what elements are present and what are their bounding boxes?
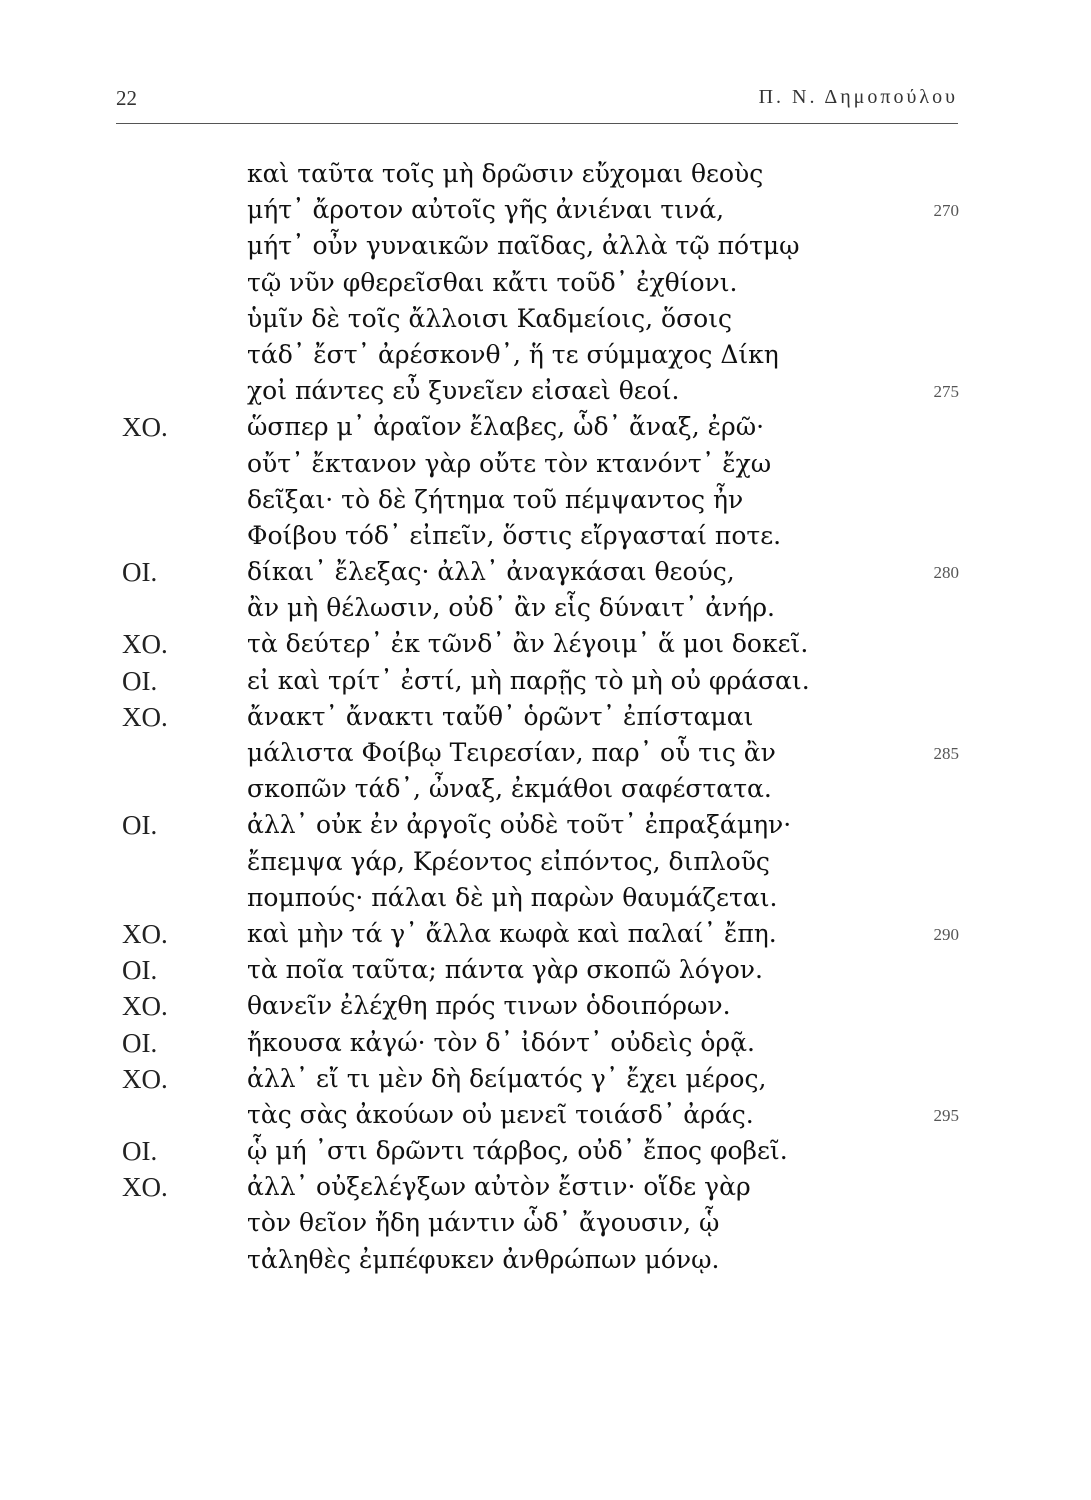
line-number: 280 [933,563,959,583]
verse-text: ᾧ μή ᾽στι δρῶντι τάρβος, οὐδ᾽ ἔπος φοβεῖ. [247,1136,788,1166]
verse-line [0,735,1091,771]
verse-text: ἔπεμψα γάρ, Κρέοντος εἰπόντος, διπλοῦς [247,846,770,876]
speaker-label: ΟΙ. [122,557,158,588]
verse-text: τάδ᾽ ἔστ᾽ ἀρέσκονθ᾽, ἥ τε σύμμαχος Δίκη [247,339,779,369]
line-number: 285 [933,744,959,763]
verse-text: ἀλλ᾽ οὐκ ἐν ἀργοῖς οὐδὲ τοῦτ᾽ ἐπραξάμην· [247,810,792,840]
speaker-label: ΟΙ. [122,1136,158,1167]
verse-text: τἀληθὲς ἐμπέφυκεν ἀνθρώπων μόνῳ. [247,1244,720,1274]
verse-text: εἰ καὶ τρίτ᾽ ἐστί, μὴ παρῇς τὸ μὴ οὐ φράσαι. [247,665,810,695]
verse-text: τὰ ποῖα ταῦτα; πάντα γὰρ σκοπῶ λόγον. [247,955,763,985]
verse-text: ἄνακτ᾽ ἄνακτι ταὔθ᾽ ὁρῶντ᾽ ἐπίσταμαι [247,701,754,731]
verse-text: τὰ δεύτερ᾽ ἐκ τῶνδ᾽ ἂν λέγοιμ᾽ ἅ μοι δοκεῖ. [247,629,809,659]
page-number: 22 [116,86,137,110]
verse-line [0,337,1091,373]
verse-block [0,156,1091,1278]
line-number: 275 [933,382,959,402]
verse-text: πομπούς· πάλαι δὲ μὴ παρὼν θαυμάζεται. [247,882,778,912]
verse-text: μήτ᾽ οὖν γυναικῶν παῖδας, ἀλλὰ τῷ πότμῳ [247,231,800,261]
verse-line [0,482,1091,518]
speaker-label: ΧΟ. [122,991,168,1022]
verse-text: Φοίβου τόδ᾽ εἰπεῖν, ὅστις εἴργασταί ποτε. [247,520,782,550]
line-number: 295 [933,1105,959,1125]
verse-line [0,554,1091,590]
speaker-label: ΟΙ. [122,665,158,696]
speaker-label: ΧΟ. [122,701,168,732]
verse-text: τὸν θεῖον ἤδη μάντιν ὧδ᾽ ἄγουσιν, ᾧ [247,1208,720,1238]
verse-text: ὥσπερ μ᾽ ἀραῖον ἔλαβες, ὧδ᾽ ἄναξ, ἐρῶ· [247,412,765,442]
line-number: 270 [933,201,959,221]
verse-line [0,1025,1091,1061]
verse-line [0,265,1091,301]
verse-text: καὶ μὴν τά γ᾽ ἄλλα κωφὰ καὶ παλαί᾽ ἔπη. [247,918,777,948]
verse-text: ἤκουσα κἀγώ· τὸν δ᾽ ἰδόντ᾽ οὐδεὶς ὁρᾷ. [247,1027,755,1057]
speaker-label: ΧΟ. [122,412,168,443]
verse-line [0,228,1091,264]
verse-line [0,880,1091,916]
verse-text: ὑμῖν δὲ τοῖς ἄλλοισι Καδμείοις, ὅσοις [247,303,733,333]
verse-line [0,301,1091,337]
verse-text: μήτ᾽ ἄροτον αὐτοῖς γῆς ἀνιέναι τινά, [247,195,725,225]
verse-text: δεῖξαι· τὸ δὲ ζήτημα τοῦ πέμψαντος ἦν [247,484,744,514]
verse-line [0,446,1091,482]
running-head: Π. Ν. Δημοπούλου [758,86,958,108]
verse-line [0,952,1091,988]
verse-text: καὶ ταῦτα τοῖς μὴ δρῶσιν εὔχομαι θεοὺς [247,159,764,188]
page-header [116,82,958,112]
verse-text: ἂν μὴ θέλωσιν, οὐδ᾽ ἂν εἷς δύναιτ᾽ ἀνήρ. [247,593,775,623]
verse-text: οὔτ᾽ ἔκτανον γὰρ οὔτε τὸν κτανόντ᾽ ἔχω [247,448,772,478]
verse-line [0,409,1091,445]
verse-line [0,1169,1091,1205]
verse-line [0,1097,1091,1133]
verse-line [0,771,1091,807]
verse-line [0,988,1091,1024]
verse-line [0,373,1091,409]
speaker-label: ΧΟ. [122,918,168,949]
verse-text: χοἰ πάντες εὖ ξυνεῖεν εἰσαεὶ θεοί. [247,376,680,406]
verse-line [0,1205,1091,1241]
verse-text: ἀλλ᾽ εἴ τι μὲν δὴ δείματός γ᾽ ἔχει μέρος, [247,1063,767,1093]
speaker-label: ΟΙ. [122,810,158,841]
verse-line [0,156,1091,192]
verse-line [0,699,1091,735]
verse-text: τῷ νῦν φθερεῖσθαι κἄτι τοῦδ᾽ ἐχθίονι. [247,267,738,297]
speaker-label: ΧΟ. [122,1172,168,1203]
verse-line [0,807,1091,843]
verse-line [0,192,1091,228]
verse-line [0,916,1091,952]
verse-text: σκοπῶν τάδ᾽, ὦναξ, ἐκμάθοι σαφέστατα. [247,774,772,804]
verse-text: θανεῖν ἐλέχθη πρός τινων ὁδοιπόρων. [247,991,731,1021]
verse-line [0,663,1091,699]
header-rule [116,123,958,124]
verse-line [0,590,1091,626]
verse-text: δίκαι᾽ ἔλεξας· ἀλλ᾽ ἀναγκάσαι θεούς, [247,557,735,587]
speaker-label: ΧΟ. [122,629,168,660]
verse-text: ἀλλ᾽ οὐξελέγξων αὐτὸν ἔστιν· οἵδε γὰρ [247,1172,751,1202]
verse-line [0,626,1091,662]
verse-line [0,844,1091,880]
speaker-label: ΟΙ. [122,955,158,986]
speaker-label: ΟΙ. [122,1027,158,1058]
line-number: 290 [933,924,959,944]
verse-line [0,1133,1091,1169]
verse-text: τὰς σὰς ἀκούων οὐ μενεῖ τοιάσδ᾽ ἀράς. [247,1099,754,1129]
verse-line [0,518,1091,554]
verse-line [0,1061,1091,1097]
verse-text: μάλιστα Φοίβῳ Τειρεσίαν, παρ᾽ οὗ τις ἂν [247,738,776,767]
verse-line [0,1242,1091,1278]
speaker-label: ΧΟ. [122,1063,168,1094]
